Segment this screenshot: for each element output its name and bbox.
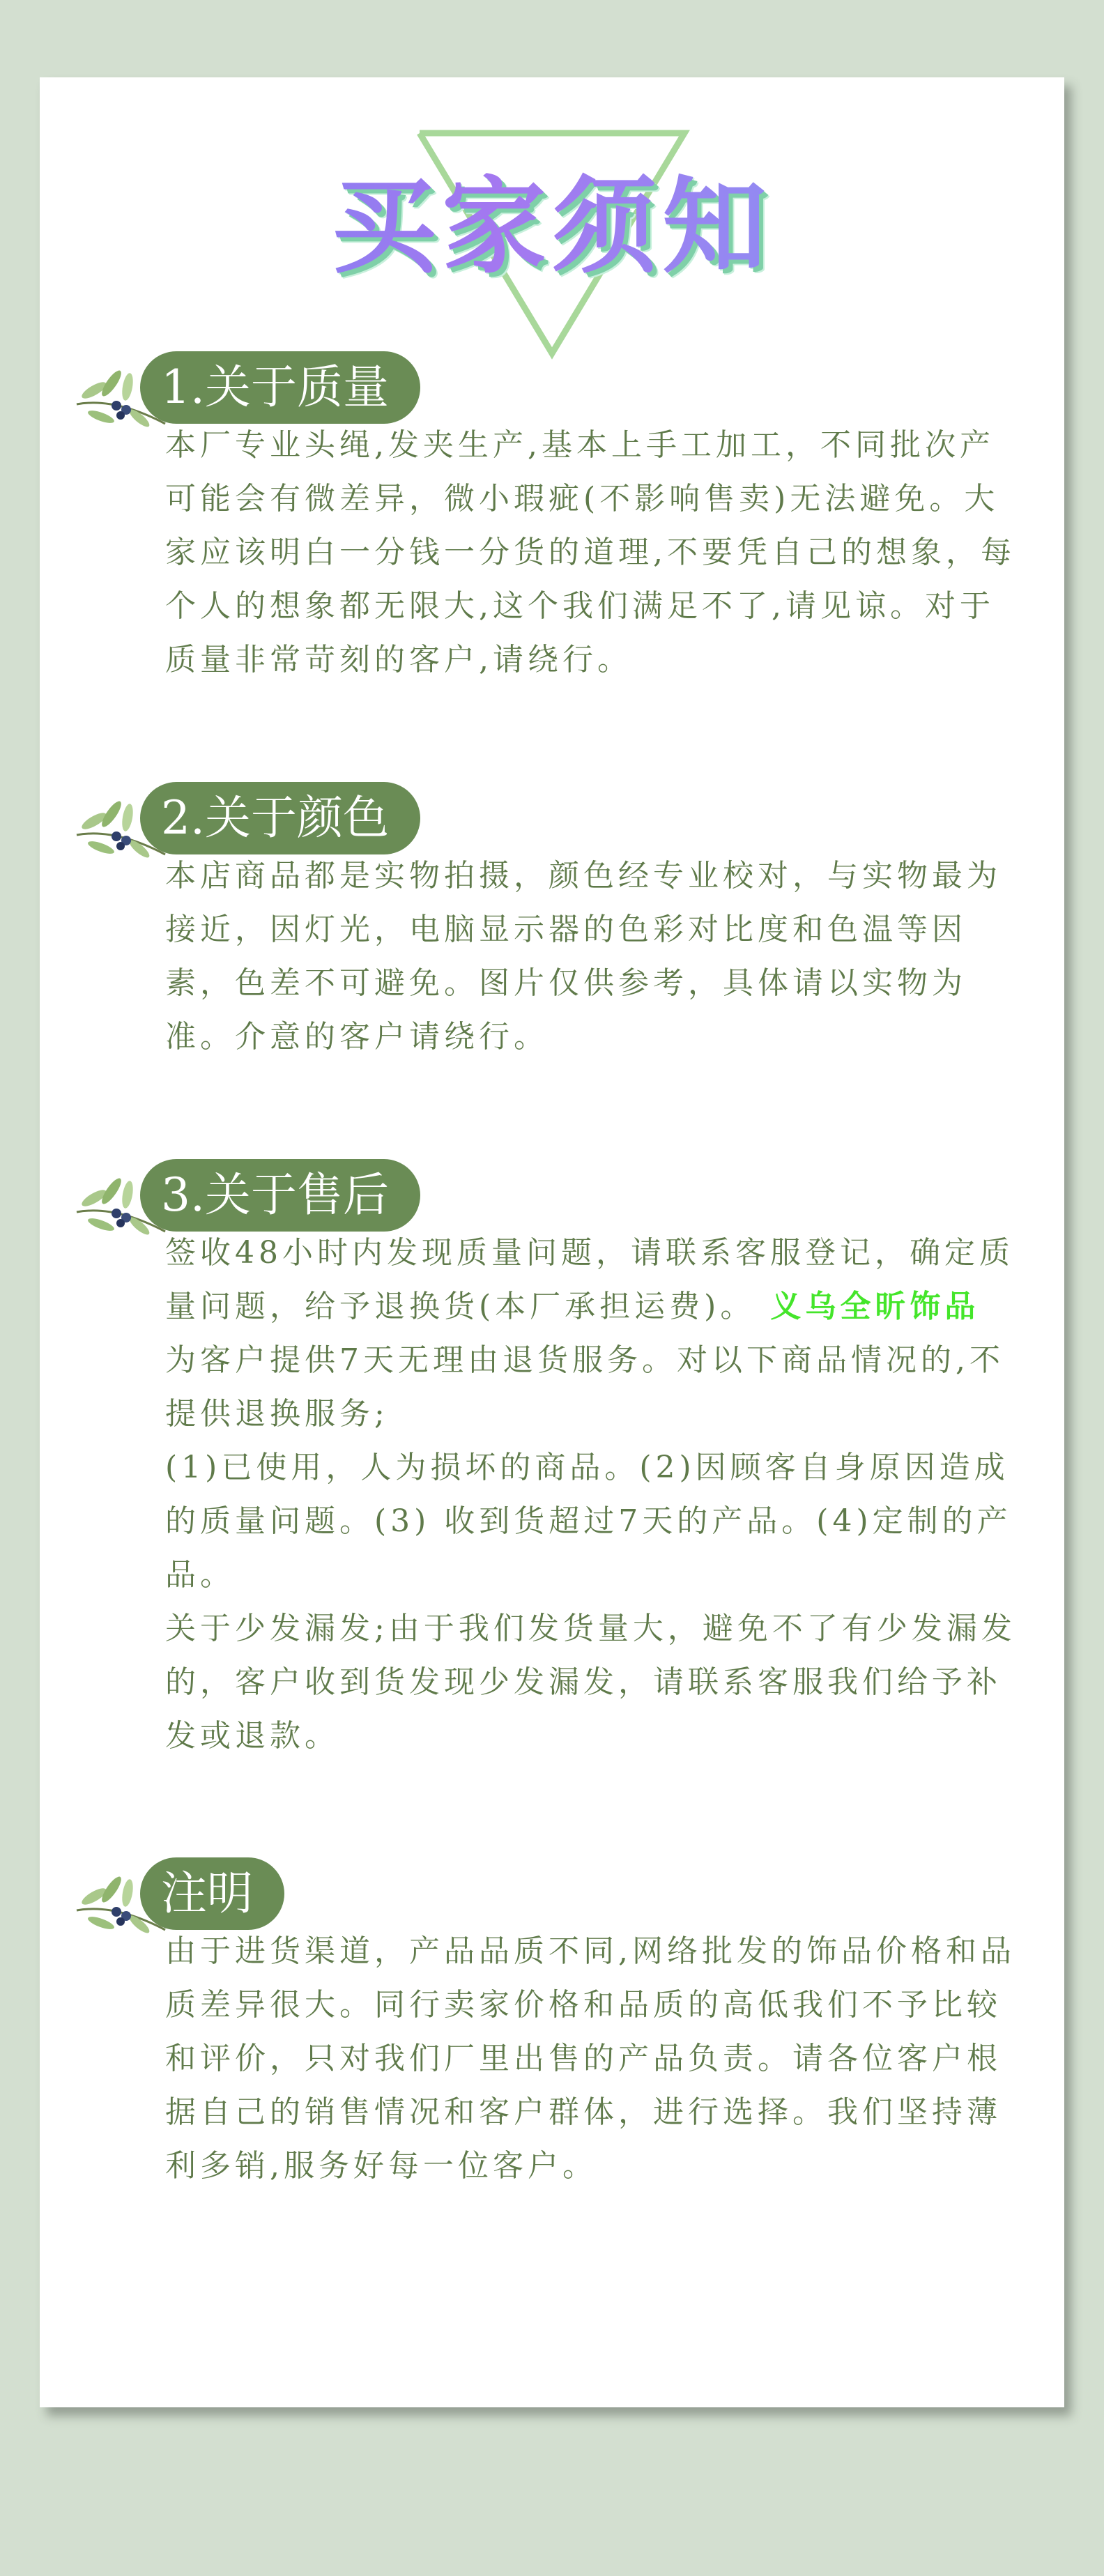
section-body	[165, 1226, 1022, 1763]
brand-name: 义乌全昕饰品	[770, 1289, 980, 1324]
title-area	[40, 119, 1064, 370]
section-heading: 1.关于质量	[140, 351, 420, 424]
notice-card	[40, 77, 1064, 2407]
section-body	[165, 849, 1022, 1064]
paragraph-text: 签收48小时内发现质量问题，请联系客服登记，确定质量问题，给予退换货(本厂承担运费)。	[165, 1235, 1014, 1324]
paragraph: 关于少发漏发;由于我们发货量大，避免不了有少发漏发的，客户收到货发现少发漏发，请联系客服我们给予补发或退款。	[165, 1611, 1016, 1754]
paragraph: 本店商品都是实物拍摄，颜色经专业校对，与实物最为接近，因灯光，电脑显示器的色彩对比度和色温等因素，色差不可避免。图片仅供参考，具体请以实物为准。介意的客户请绕行。	[165, 858, 1002, 1055]
paragraph	[165, 1226, 1022, 1441]
paragraph: 由于进货渠道，产品品质不同,网络批发的饰品价格和品质差异很大。同行卖家价格和品质的高低我们不予比较和评价，只对我们厂里出售的产品负责。请各位客户根据自己的销售情况和客户群体，进行选择。我们坚持薄利多销,服务好每一位客户。	[165, 1933, 1015, 2184]
section-heading: 2.关于颜色	[140, 782, 420, 854]
page-title: 买家须知	[40, 168, 1064, 286]
section-heading: 3.关于售后	[140, 1159, 420, 1232]
paragraph: (1)已使用，人为损坏的商品。(2)因顾客自身原因造成的质量问题。(3) 收到货超过7天的产品。(4)定制的产品。	[165, 1450, 1012, 1593]
section-body	[165, 1924, 1022, 2193]
section-heading: 注明	[140, 1857, 284, 1930]
section-body	[165, 418, 1022, 687]
paragraph: 本厂专业头绳,发夹生产,基本上手工加工，不同批次产可能会有微差异，微小瑕疵(不影响售卖)无法避免。大家应该明白一分钱一分货的道理,不要凭自己的想象，每个人的想象都无限大,这个我们满足不了,请见谅。对于质量非常苛刻的客户,请绕行。	[165, 427, 1015, 677]
paragraph-text: 为客户提供7天无理由退货服务。对以下商品情况的,不提供退换服务;	[165, 1342, 1004, 1432]
